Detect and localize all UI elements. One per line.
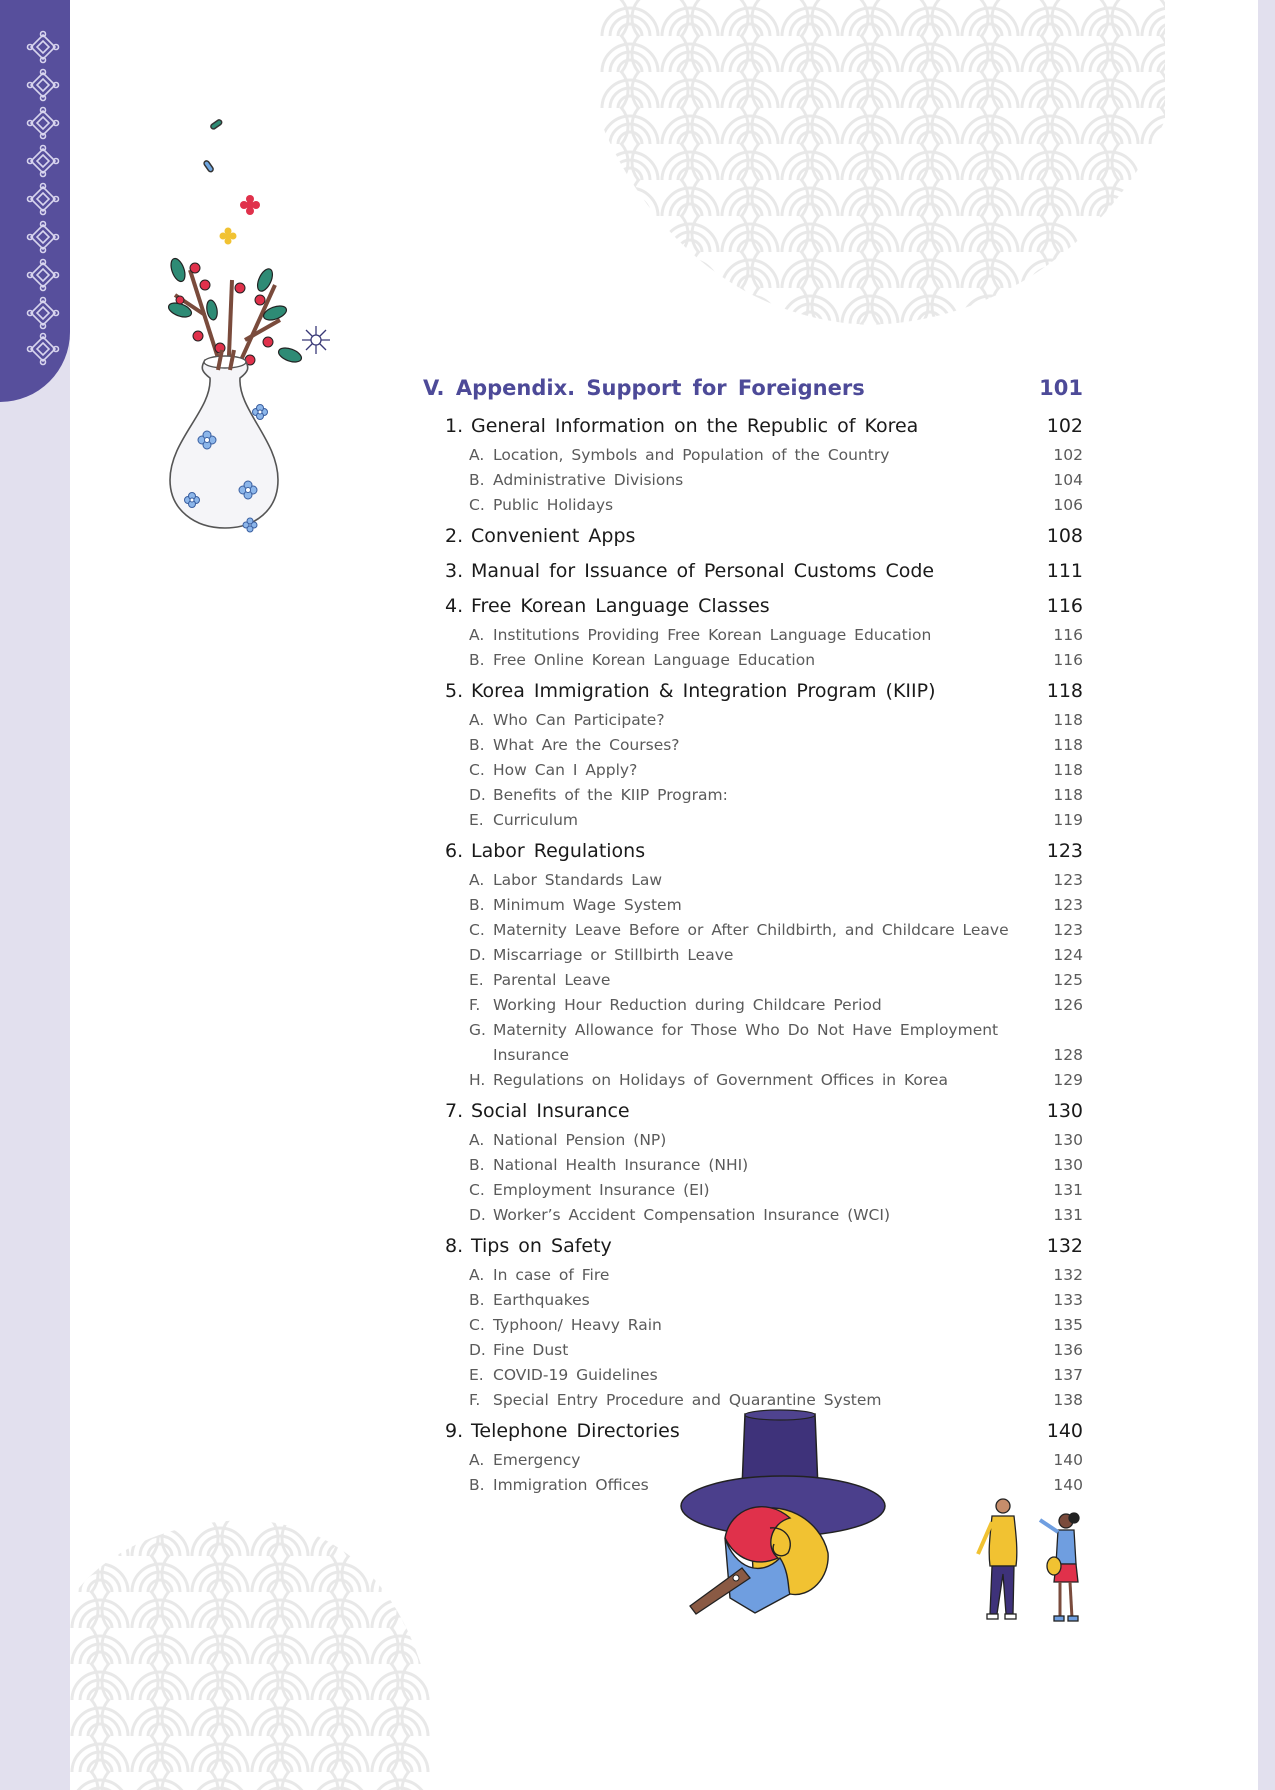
toc-item-label (469, 893, 682, 918)
section-page-number: 123 (1046, 840, 1083, 862)
toc-item-row[interactable] (469, 893, 1083, 918)
item-title: In case of Fire (493, 1266, 610, 1284)
toc-item-row[interactable] (469, 708, 1083, 733)
item-title: Special Entry Procedure and Quarantine System (493, 1391, 882, 1409)
item-title: Free Online Korean Language Education (493, 651, 816, 669)
toc-section-label (445, 835, 645, 868)
toc-item-row[interactable] (469, 1178, 1083, 1203)
item-letter: B. (469, 1156, 485, 1174)
section-title: Telephone Directories (471, 1420, 680, 1442)
toc-item-label (469, 468, 683, 493)
toc-item-label (469, 868, 662, 893)
toc-item-label (469, 1313, 662, 1338)
item-letter: E. (469, 811, 484, 829)
item-title: Minimum Wage System (493, 896, 682, 914)
item-title: National Health Insurance (NHI) (493, 1156, 749, 1174)
section-number: 1. (445, 415, 464, 437)
toc-item-row[interactable] (469, 623, 1083, 648)
item-letter: A. (469, 446, 485, 464)
toc-section-label (445, 590, 770, 623)
toc-item-label (469, 1448, 580, 1473)
section-page-number: 130 (1046, 1100, 1083, 1122)
item-letter: B. (469, 896, 485, 914)
item-letter: C. (469, 1316, 485, 1334)
item-letter: C. (469, 761, 485, 779)
item-letter: C. (469, 921, 485, 939)
item-page-number: 126 (1053, 996, 1083, 1014)
toc-item-row[interactable] (469, 968, 1083, 993)
item-page-number: 140 (1053, 1451, 1083, 1469)
toc-section-label (445, 410, 918, 443)
toc-section-label (445, 1095, 630, 1128)
item-letter: E. (469, 1366, 484, 1384)
section-page-number: 102 (1046, 415, 1083, 437)
toc-section-row[interactable] (445, 1095, 1083, 1128)
tourists-illustration (970, 1496, 1090, 1631)
vase-illustration (150, 110, 350, 540)
toc-item-row[interactable] (469, 733, 1083, 758)
item-page-number: 132 (1053, 1266, 1083, 1284)
toc-item-label (469, 783, 728, 808)
part-title-row[interactable] (423, 368, 1083, 408)
toc-item-row[interactable] (469, 1338, 1083, 1363)
toc-item-label (469, 1068, 948, 1093)
item-letter: C. (469, 496, 485, 514)
section-number: 9. (445, 1420, 464, 1442)
toc-section-row[interactable] (445, 835, 1083, 868)
section-title: General Information on the Republic of Korea (471, 415, 919, 437)
toc-section-label (445, 675, 936, 708)
item-title: Parental Leave (493, 971, 611, 989)
item-letter: F. (469, 1391, 481, 1409)
item-page-number: 125 (1053, 971, 1083, 989)
toc-item-label (469, 493, 613, 518)
item-page-number: 131 (1053, 1206, 1083, 1224)
toc-item-row[interactable] (469, 1203, 1083, 1228)
toc-item-row[interactable] (469, 1128, 1083, 1153)
toc-item-label (469, 733, 680, 758)
item-letter: E. (469, 971, 484, 989)
item-title: Worker’s Accident Compensation Insurance (WCI) (493, 1206, 891, 1224)
item-page-number: 140 (1053, 1476, 1083, 1494)
item-title: Fine Dust (493, 1341, 569, 1359)
toc-section-row[interactable] (445, 520, 1083, 553)
knot-pattern-icon (0, 0, 70, 402)
section-page-number: 118 (1046, 680, 1083, 702)
item-page-number: 130 (1053, 1156, 1083, 1174)
item-title: How Can I Apply? (493, 761, 638, 779)
toc-item-label (469, 808, 578, 833)
item-page-number: 128 (1053, 1046, 1083, 1064)
side-tab (0, 0, 70, 402)
item-letter: A. (469, 1131, 485, 1149)
item-page-number: 129 (1053, 1071, 1083, 1089)
section-title: Free Korean Language Classes (471, 595, 770, 617)
item-letter: A. (469, 711, 485, 729)
toc-item-label (469, 1153, 748, 1178)
toc-section-label (445, 1415, 680, 1448)
item-page-number: 119 (1053, 811, 1083, 829)
toc-item-row[interactable] (469, 443, 1083, 468)
table-of-contents (423, 368, 1083, 1498)
item-letter: B. (469, 471, 485, 489)
item-title: Typhoon/ Heavy Rain (493, 1316, 662, 1334)
toc-item-label (469, 648, 815, 673)
toc-item-row[interactable] (469, 868, 1083, 893)
item-page-number: 131 (1053, 1181, 1083, 1199)
item-letter: F. (469, 996, 481, 1014)
item-page-number: 104 (1053, 471, 1083, 489)
item-letter: A. (469, 1266, 485, 1284)
toc-item-label (469, 1018, 1013, 1068)
item-page-number: 116 (1053, 651, 1083, 669)
item-page-number: 136 (1053, 1341, 1083, 1359)
item-page-number: 137 (1053, 1366, 1083, 1384)
item-title: Benefits of the KIIP Program: (493, 786, 728, 804)
item-page-number: 123 (1053, 921, 1083, 939)
section-number: 7. (445, 1100, 464, 1122)
toc-section-label (445, 520, 635, 553)
item-letter: A. (469, 871, 485, 889)
right-margin-band (1258, 0, 1275, 1790)
toc-item-label (469, 918, 1009, 943)
item-page-number: 133 (1053, 1291, 1083, 1309)
section-number: 8. (445, 1235, 464, 1257)
toc-section-row[interactable] (445, 675, 1083, 708)
toc-item-row[interactable] (469, 1313, 1083, 1338)
item-title: COVID-19 Guidelines (493, 1366, 658, 1384)
item-page-number: 118 (1053, 736, 1083, 754)
toc-item-row[interactable] (469, 493, 1083, 518)
item-title: Emergency (493, 1451, 581, 1469)
item-letter: H. (469, 1071, 486, 1089)
item-title: Curriculum (493, 811, 579, 829)
toc-item-row[interactable] (469, 943, 1083, 968)
toc-item-label (469, 1363, 658, 1388)
toc-item-label (469, 443, 889, 468)
item-page-number: 116 (1053, 626, 1083, 644)
section-page-number: 116 (1046, 595, 1083, 617)
toc-item-row[interactable] (469, 1018, 1083, 1068)
section-page-number: 140 (1046, 1420, 1083, 1442)
toc-item-label (469, 1288, 590, 1313)
toc-item-label (469, 623, 931, 648)
toc-item-label (469, 1338, 568, 1363)
item-title: Working Hour Reduction during Childcare Period (493, 996, 882, 1014)
item-letter: D. (469, 1341, 486, 1359)
item-title: Administrative Divisions (493, 471, 684, 489)
toc-item-row[interactable] (469, 758, 1083, 783)
toc-item-label (469, 1128, 666, 1153)
item-page-number: 106 (1053, 496, 1083, 514)
item-title: Regulations on Holidays of Government Offices in Korea (493, 1071, 948, 1089)
toc-section-row[interactable] (445, 590, 1083, 623)
item-page-number: 118 (1053, 711, 1083, 729)
toc-item-row[interactable] (469, 1288, 1083, 1313)
toc-item-row[interactable] (469, 993, 1083, 1018)
item-letter: G. (469, 1021, 486, 1039)
toc-item-label (469, 1178, 710, 1203)
toc-item-label (469, 1263, 609, 1288)
section-title: Tips on Safety (471, 1235, 612, 1257)
item-title: Employment Insurance (EI) (493, 1181, 710, 1199)
toc-item-row[interactable] (469, 1068, 1083, 1093)
item-title: What Are the Courses? (493, 736, 680, 754)
item-title: Maternity Allowance for Those Who Do Not Have Employment Insurance (493, 1021, 999, 1064)
toc-item-label (469, 968, 610, 993)
item-page-number: 123 (1053, 871, 1083, 889)
item-title: Who Can Participate? (493, 711, 665, 729)
toc-section-label (445, 1230, 612, 1263)
wave-pattern-bottom (70, 1520, 430, 1790)
toc-item-row[interactable] (469, 1153, 1083, 1178)
section-title: Social Insurance (471, 1100, 630, 1122)
item-letter: D. (469, 1206, 486, 1224)
item-letter: A. (469, 1451, 485, 1469)
section-page-number: 111 (1046, 560, 1083, 582)
toc-item-row[interactable] (469, 468, 1083, 493)
toc-section-row[interactable] (445, 410, 1083, 443)
item-title: Earthquakes (493, 1291, 590, 1309)
section-title: Convenient Apps (471, 525, 636, 547)
item-letter: B. (469, 1291, 485, 1309)
toc-section-label (445, 555, 934, 588)
section-title: Labor Regulations (471, 840, 646, 862)
section-page-number: 132 (1046, 1235, 1083, 1257)
toc-sections (423, 410, 1083, 1498)
toc-item-label (469, 1203, 890, 1228)
item-page-number: 138 (1053, 1391, 1083, 1409)
toc-section-row[interactable] (445, 1230, 1083, 1263)
item-page-number: 130 (1053, 1131, 1083, 1149)
section-number: 3. (445, 560, 464, 582)
toc-item-label (469, 758, 637, 783)
item-title: Miscarriage or Stillbirth Leave (493, 946, 734, 964)
toc-section-row[interactable] (445, 555, 1083, 588)
section-number: 6. (445, 840, 464, 862)
item-title: Maternity Leave Before or After Childbirth, and Childcare Leave (493, 921, 1009, 939)
item-title: Public Holidays (493, 496, 614, 514)
item-letter: D. (469, 946, 486, 964)
item-letter: D. (469, 786, 486, 804)
toc-item-row[interactable] (469, 808, 1083, 833)
item-page-number: 135 (1053, 1316, 1083, 1334)
toc-item-row[interactable] (469, 1363, 1083, 1388)
section-number: 4. (445, 595, 464, 617)
item-letter: B. (469, 1476, 485, 1494)
toc-item-label (469, 993, 882, 1018)
item-page-number: 123 (1053, 896, 1083, 914)
section-page-number: 108 (1046, 525, 1083, 547)
toc-item-row[interactable] (469, 1263, 1083, 1288)
gat-hat-illustration (670, 1408, 900, 1618)
wave-pattern-top (600, 0, 1165, 330)
item-title: National Pension (NP) (493, 1131, 667, 1149)
toc-item-label (469, 708, 665, 733)
item-page-number: 102 (1053, 446, 1083, 464)
toc-item-row[interactable] (469, 783, 1083, 808)
part-page-number: 101 (1039, 376, 1083, 400)
item-letter: B. (469, 651, 485, 669)
toc-item-row[interactable] (469, 648, 1083, 673)
item-title: Immigration Offices (493, 1476, 649, 1494)
item-title: Labor Standards Law (493, 871, 663, 889)
toc-item-row[interactable] (469, 918, 1083, 943)
item-letter: A. (469, 626, 485, 644)
toc-item-label (469, 943, 733, 968)
toc-item-label (469, 1473, 649, 1498)
section-number: 5. (445, 680, 464, 702)
item-title: Institutions Providing Free Korean Language Education (493, 626, 932, 644)
section-title: Manual for Issuance of Personal Customs Code (471, 560, 935, 582)
item-page-number: 124 (1053, 946, 1083, 964)
item-page-number: 118 (1053, 786, 1083, 804)
item-title: Location, Symbols and Population of the Country (493, 446, 890, 464)
section-number: 2. (445, 525, 464, 547)
item-letter: C. (469, 1181, 485, 1199)
part-title: V. Appendix. Support for Foreigners (423, 376, 865, 400)
item-letter: B. (469, 736, 485, 754)
item-page-number: 118 (1053, 761, 1083, 779)
section-title: Korea Immigration & Integration Program (KIIP) (471, 680, 936, 702)
